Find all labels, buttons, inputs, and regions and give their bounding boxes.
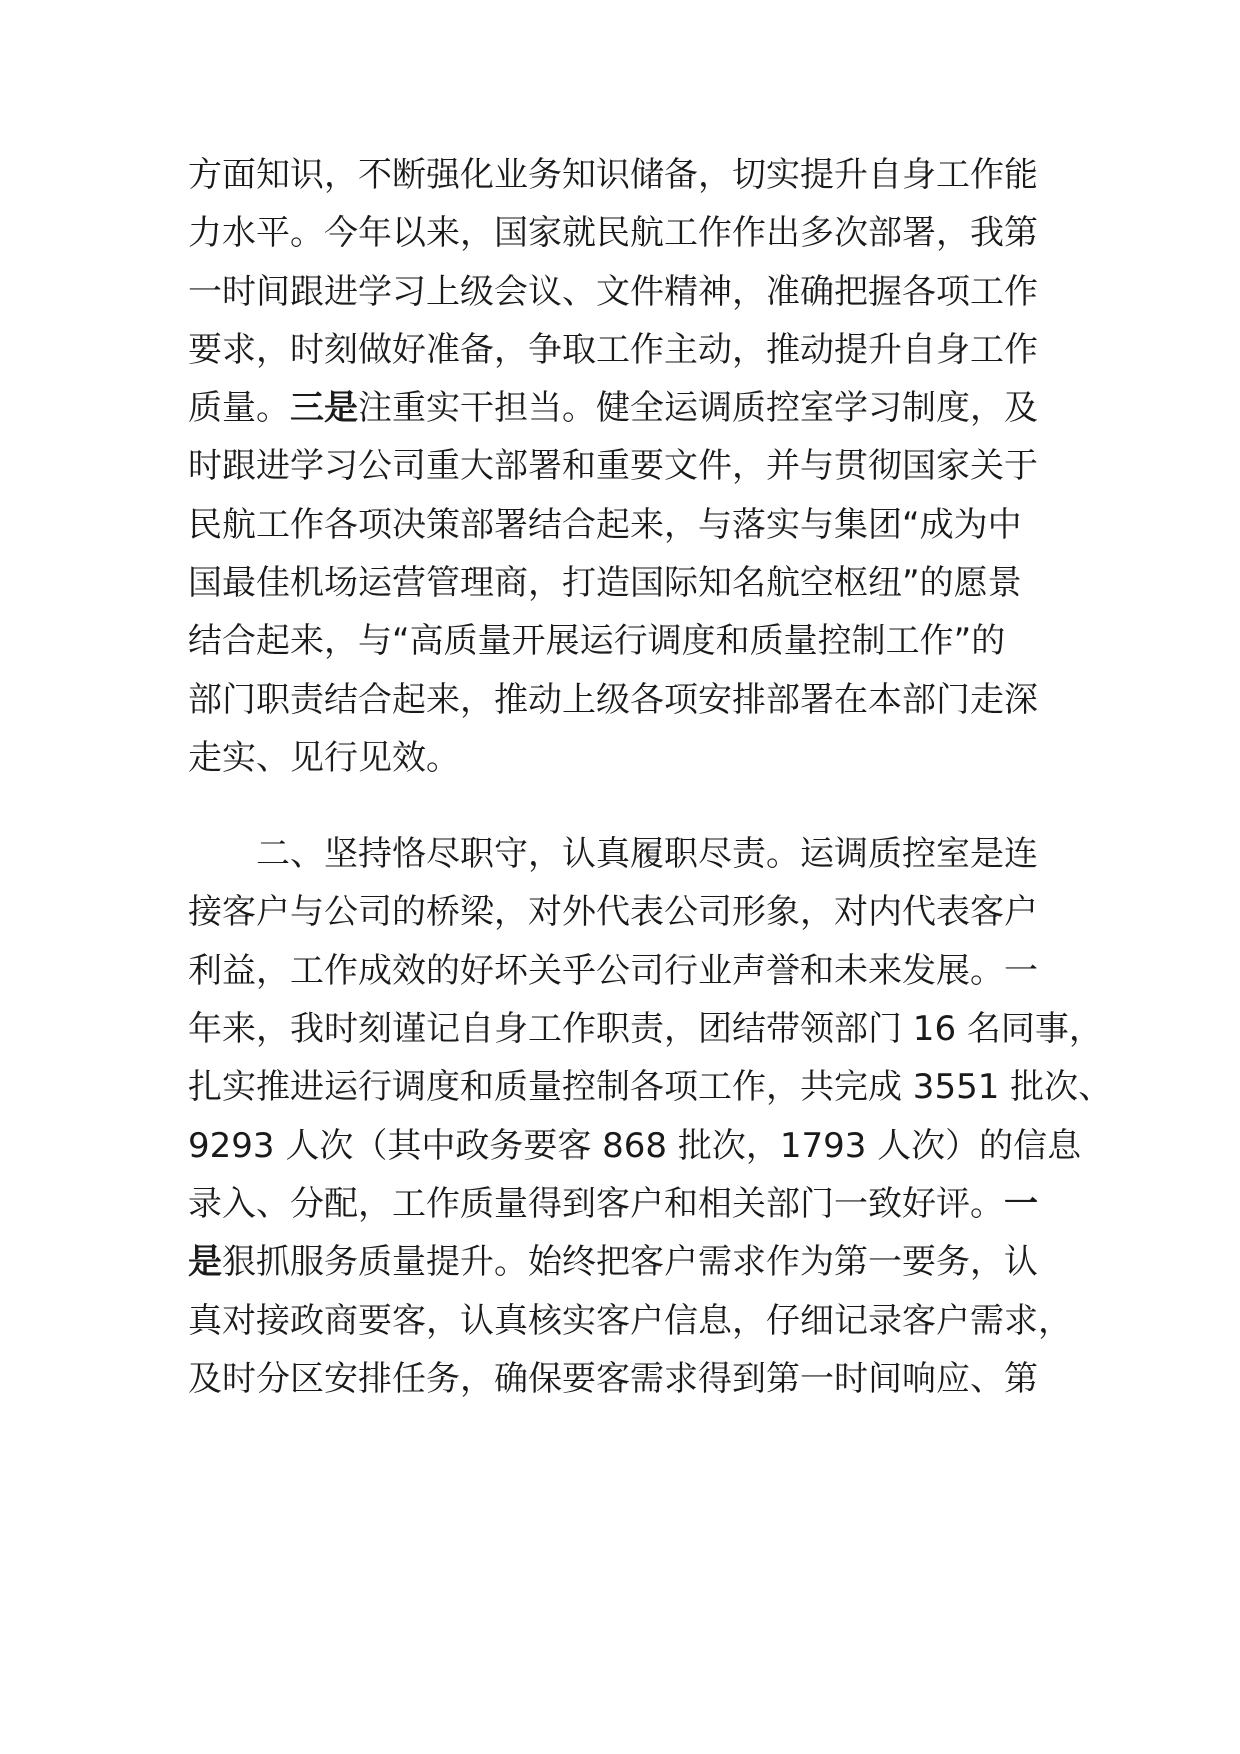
text-line: 二、坚持恪尽职守，认真履职尽责。运调质控室是连 xyxy=(256,834,1038,874)
text-line: 部门职责结合起来，推动上级各项安排部署在本部门走深 xyxy=(188,680,1038,720)
text-line: 扎实推进运行调度和质量控制各项工作，共完成 3551 批次、 xyxy=(188,1067,1113,1107)
text-segment: 录入、分配，工作质量得到客户和相关部门一致好评。 xyxy=(188,1184,1004,1224)
text-line: 要求，时刻做好准备，争取工作主动，推动提升自身工作 xyxy=(188,330,1038,370)
emphasis-label: 一 xyxy=(1004,1184,1038,1224)
text-line-with-emphasis xyxy=(188,1240,1038,1284)
text-line: 结合起来，与“高质量开展运行调度和质量控制工作”的 xyxy=(188,621,1006,661)
text-line: 真对接政商要客，认真核实客户信息，仔细记录客户需求， xyxy=(188,1301,1072,1341)
text-line: 接客户与公司的桥梁，对外代表公司形象，对内代表客户 xyxy=(188,892,1038,932)
text-line: 9293 人次（其中政务要客 868 批次，1793 人次）的信息 xyxy=(188,1126,1082,1166)
text-segment: 质量。 xyxy=(188,388,290,428)
text-line-with-emphasis xyxy=(188,1182,1038,1226)
text-line: 国最佳机场运营管理商，打造国际知名航空枢纽”的愿景 xyxy=(188,563,1022,603)
emphasis-label: 是 xyxy=(188,1242,222,1282)
emphasis-label: 三是 xyxy=(290,388,358,428)
text-segment: 狠抓服务质量提升。始终把客户需求作为第一要务，认 xyxy=(222,1242,1038,1282)
text-line: 方面知识，不断强化业务知识储备，切实提升自身工作能 xyxy=(188,155,1038,195)
text-line: 及时分区安排任务，确保要客需求得到第一时间响应、第 xyxy=(188,1359,1038,1399)
text-line: 时跟进学习公司重大部署和重要文件，并与贯彻国家关于 xyxy=(188,446,1038,486)
text-line: 走实、见行见效。 xyxy=(188,738,460,778)
text-line: 年来，我时刻谨记自身工作职责，团结带领部门 16 名同事， xyxy=(188,1009,1103,1049)
text-line: 利益，工作成效的好坏关乎公司行业声誉和未来发展。一 xyxy=(188,951,1038,991)
text-line: 民航工作各项决策部署结合起来，与落实与集团“成为中 xyxy=(188,505,1022,545)
text-line: 力水平。今年以来，国家就民航工作作出多次部署，我第 xyxy=(188,213,1038,253)
text-line-with-emphasis xyxy=(188,386,1038,430)
text-line: 一时间跟进学习上级会议、文件精神，准确把握各项工作 xyxy=(188,272,1038,312)
text-segment: 注重实干担当。健全运调质控室学习制度，及 xyxy=(358,388,1038,428)
